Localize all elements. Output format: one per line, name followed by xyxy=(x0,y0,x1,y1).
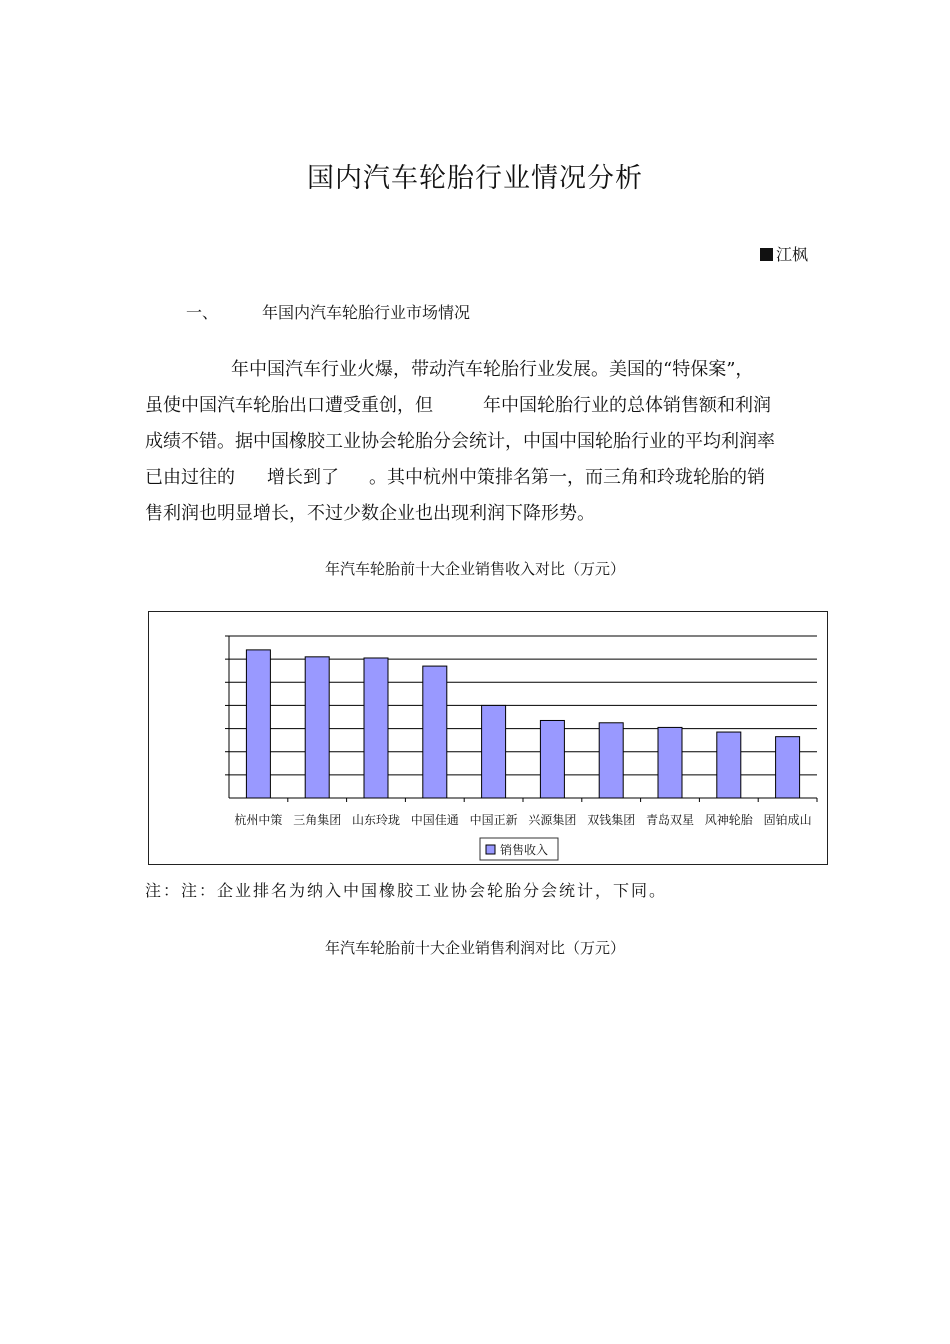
x-tick-label: 山东玲珑 xyxy=(351,813,401,827)
x-tick-label: 风神轮胎 xyxy=(704,813,753,827)
paragraph-line-3 xyxy=(145,424,807,460)
x-tick-label: 兴源集团 xyxy=(528,813,577,827)
body-paragraph xyxy=(145,352,807,532)
sales-revenue-chart-svg xyxy=(149,612,829,866)
paragraph-text: 成绩不错。据中国橡胶工业协会轮胎分会统计，中国中国轮胎行业的平均利润率 xyxy=(145,431,775,452)
x-tick-label: 固铂成山 xyxy=(763,813,812,827)
paragraph-text: 年中国汽车行业火爆，带动汽车轮胎行业发展。美国的“特保案”， xyxy=(231,359,754,380)
paragraph-text: 虽使中国汽车轮胎出口遭受重创，但 xyxy=(145,395,433,416)
paragraph-text: 售利润也明显增长，不过少数企业也出现利润下降形势。 xyxy=(145,503,595,524)
bar xyxy=(482,705,506,798)
paragraph-text: 已由过往的 xyxy=(145,467,235,488)
paragraph-text: 。其中杭州中策排名第一，而三角和玲珑轮胎的销 xyxy=(369,467,765,488)
bar xyxy=(364,658,388,798)
paragraph-line-4 xyxy=(145,460,807,496)
bar xyxy=(776,737,800,798)
document-title: 国内汽车轮胎行业情况分析 xyxy=(307,163,643,194)
sales-revenue-chart xyxy=(148,611,828,865)
chart-2-title: 年汽车轮胎前十大企业销售利润对比（万元） xyxy=(324,939,625,957)
legend-swatch xyxy=(486,845,495,854)
paragraph-text: 年中国轮胎行业的总体销售额和利润 xyxy=(483,395,771,416)
paragraph-line-5 xyxy=(145,496,807,532)
chart-1-title: 年汽车轮胎前十大企业销售收入对比（万元） xyxy=(324,560,625,578)
x-tick-label: 青岛双星 xyxy=(645,813,695,827)
author-name: 江枫 xyxy=(775,245,808,264)
paragraph-line-2 xyxy=(145,388,807,424)
bar xyxy=(540,720,564,798)
bar xyxy=(658,727,682,798)
bar xyxy=(305,657,329,798)
author-byline xyxy=(760,242,808,265)
paragraph-text: 增长到了 xyxy=(267,467,339,488)
author-square-marker xyxy=(760,248,773,261)
section-heading xyxy=(186,300,470,323)
x-tick-label: 中国正新 xyxy=(469,813,518,827)
bar xyxy=(246,650,270,798)
x-tick-label: 杭州中策 xyxy=(234,813,283,827)
x-tick-label: 三角集团 xyxy=(293,813,342,827)
footnote: 注：注：企业排名为纳入中国橡胶工业协会轮胎分会统计，下同。 xyxy=(145,881,668,900)
x-tick-label: 双钱集团 xyxy=(587,813,636,827)
paragraph-line-1 xyxy=(145,352,807,388)
legend-label: 销售收入 xyxy=(500,843,549,857)
bar xyxy=(599,723,623,798)
section-number: 一、 xyxy=(186,303,219,322)
bar xyxy=(717,732,741,798)
bar xyxy=(423,666,447,798)
section-title: 年国内汽车轮胎行业市场情况 xyxy=(262,303,471,322)
x-tick-label: 中国佳通 xyxy=(410,813,459,827)
